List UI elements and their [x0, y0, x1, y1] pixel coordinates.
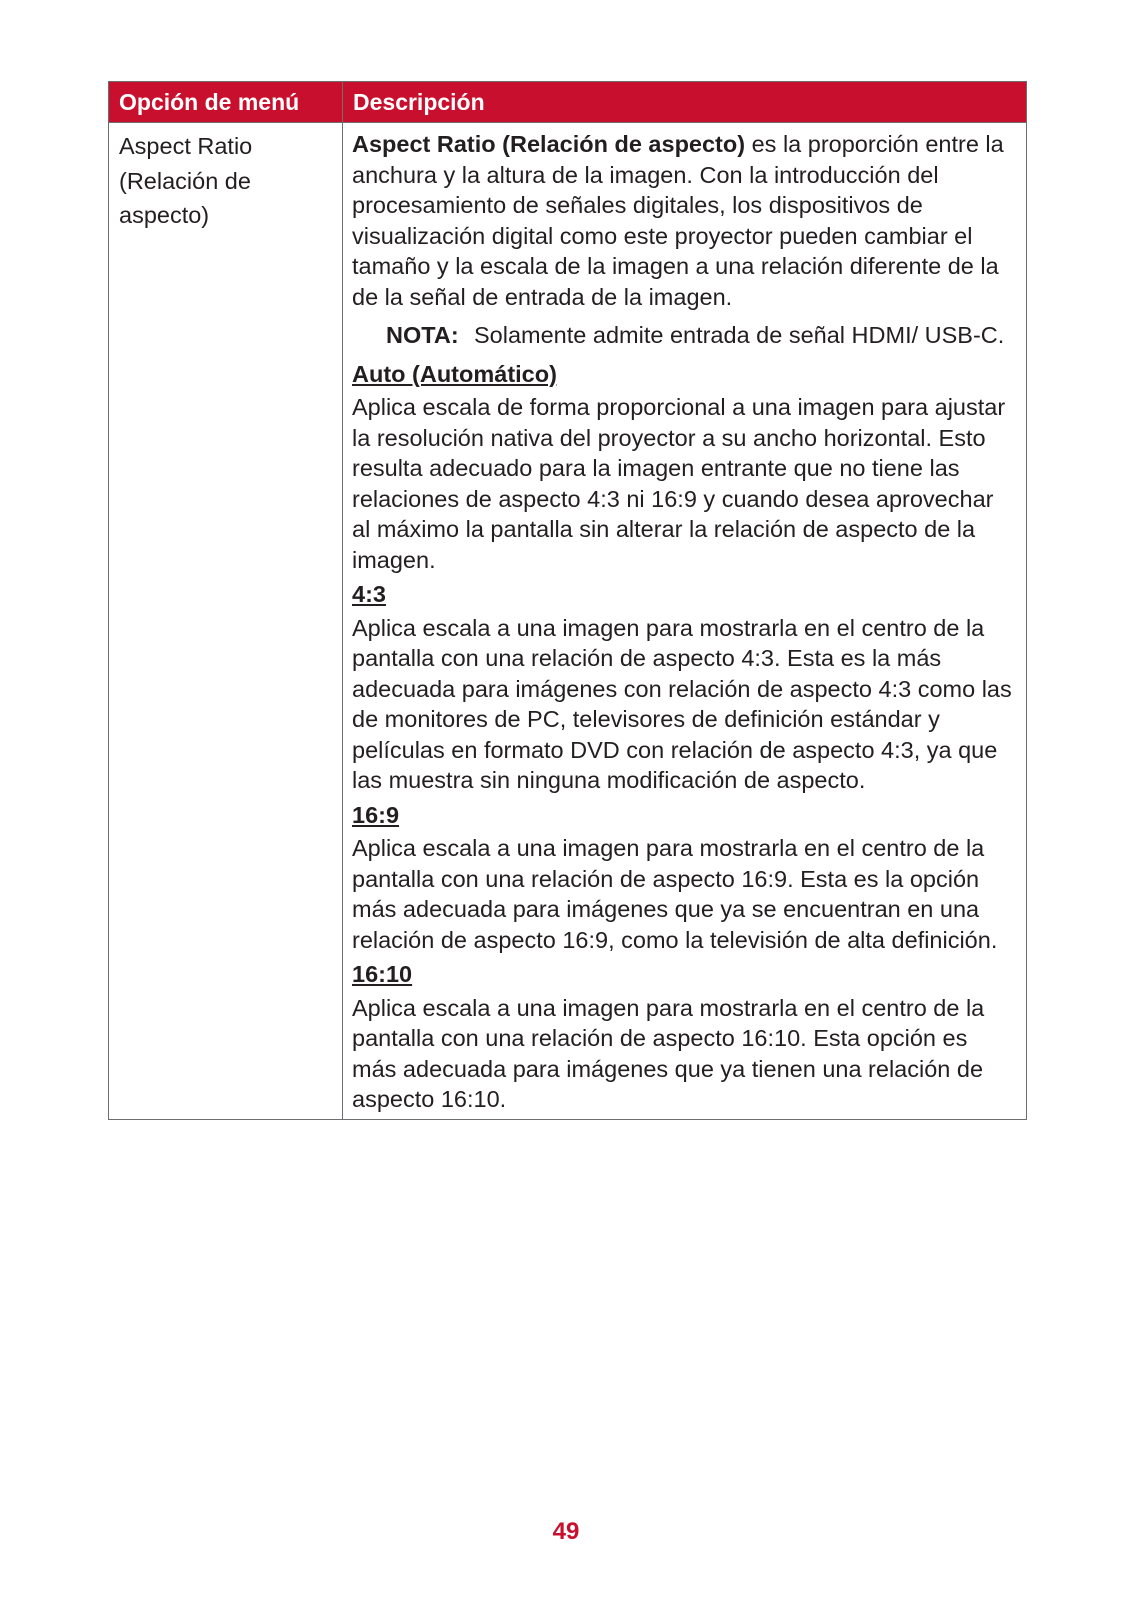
note [386, 320, 1018, 351]
intro-text: es la proporción entre la anchura y la altura de la imagen. Con la introducción del procesamiento de señales digitales, los dispositivos de visualización digital como este proyector pueden cambiar el tamaño y la escala de la imagen a una relación diferente de la de la señal de entrada de la imagen. [352, 131, 1004, 310]
menu-description-table [108, 81, 1027, 1120]
option-auto [352, 359, 1018, 576]
table-row [109, 123, 1027, 1120]
page-number: 49 [552, 1518, 580, 1545]
note-label: NOTA: [386, 322, 459, 348]
header-description: Descripción [343, 82, 1027, 123]
option-description: Aplica escala de forma proporcional a una imagen para ajustar la resolución nativa del proyector a su ancho horizontal. Esto resulta adecuado para la imagen entrante que no tiene las relaciones de aspecto 4:3 ni 16:9 y cuando desea aprovechar al máximo la pantalla sin alterar la relación de aspecto de la imagen. [352, 394, 1006, 573]
menu-option-cell: Aspect Ratio (Relación de aspecto) [109, 123, 343, 1120]
option-title: 16:10 [352, 961, 413, 987]
option-16-9 [352, 800, 1018, 956]
option-title: 4:3 [352, 581, 386, 607]
intro-term: Aspect Ratio (Relación de aspecto) [352, 131, 746, 157]
intro-paragraph [352, 129, 1018, 312]
option-4-3 [352, 579, 1018, 796]
header-menu-option: Opción de menú [109, 82, 343, 123]
table-header-row [109, 82, 1027, 123]
option-title: 16:9 [352, 801, 400, 828]
option-description: Aplica escala a una imagen para mostrarla en el centro de la pantalla con una relación de aspecto 4:3. Esta es la más adecuada para imágenes con relación de aspecto 4:3 como las de monitores de PC, televisores de definición estándar y películas en formato DVD con relación de aspecto 4:3, ya que las muestra sin ninguna modificación de aspecto. [352, 614, 1012, 793]
option-16-10 [352, 959, 1018, 1115]
option-description: Aplica escala a una imagen para mostrarla en el centro de la pantalla con una relación de aspecto 16:10. Esta opción es más adecuada para imágenes que ya tienen una relación de aspecto 16:10. [352, 994, 985, 1112]
option-title: Auto (Automático) [352, 360, 557, 387]
note-text: Solamente admite entrada de señal HDMI/ USB-C. [474, 322, 1005, 348]
description-cell [343, 123, 1027, 1120]
option-description: Aplica escala a una imagen para mostrarla en el centro de la pantalla con una relación de aspecto 16:9. Esta es la opción más adecuada para imágenes que ya se encuentran en una relación de aspecto 16:9, como la televisión de alta definición. [352, 835, 998, 953]
